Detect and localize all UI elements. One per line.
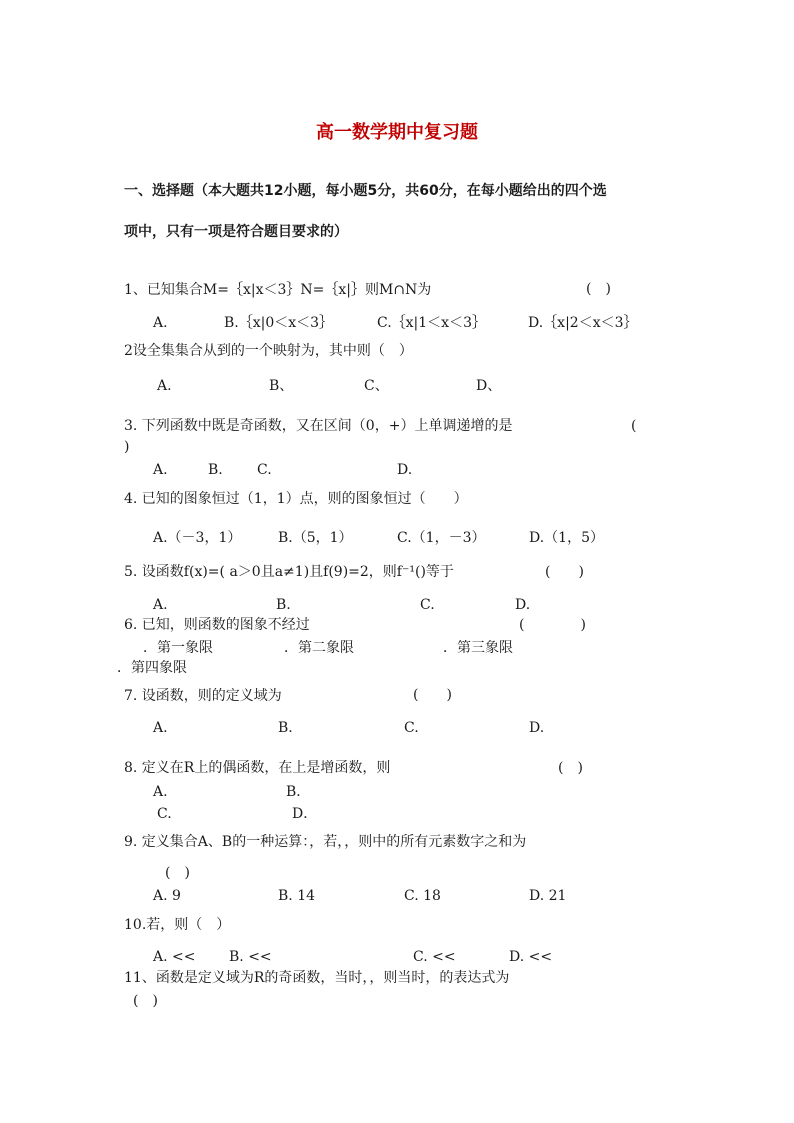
q4-stem: 4. 已知的图象恒过（1，1）点，则的图象恒过（ ）: [124, 491, 468, 507]
q6-bracket: ( ): [519, 617, 586, 633]
q3-bracket-close: ): [124, 439, 130, 455]
q8-bracket: ( ): [558, 760, 583, 776]
q9-option-b: B. 14: [278, 888, 316, 904]
q8-option-b: B．: [286, 784, 311, 800]
q4-option-b: B.（5，1）: [278, 530, 353, 546]
q2-option-b: B、: [269, 378, 294, 394]
q1-option-c: C.｛x|1＜x＜3｝: [377, 315, 486, 331]
q11-stem: 11、函数是定义域为R的奇函数，当时，，则当时，的表达式为: [124, 970, 510, 986]
q3-stem: 3. 下列函数中既是奇函数，又在区间（0，+）上单调递增的是: [124, 418, 513, 434]
q3-option-c: C.: [257, 462, 272, 478]
q10-stem: 10.若，则（ ）: [124, 917, 231, 933]
section-heading-line2: 项中，只有一项是符合题目要求的）: [124, 224, 348, 240]
q4-option-d: D.（1，5）: [529, 530, 604, 546]
q5-option-b: B.: [276, 597, 291, 613]
q9-option-d: D. 21: [529, 888, 567, 904]
q1-bracket: ( ): [586, 281, 611, 297]
q1-option-b: B.｛x|0＜x＜3｝: [224, 315, 334, 331]
q8-option-c: C.: [157, 806, 172, 822]
q8-stem: 8. 定义在R上的偶函数，在上是增函数，则: [124, 760, 391, 776]
q3-option-d: D.: [397, 462, 413, 478]
q5-stem: 5. 设函数f(x)=( a＞0且a≠1)且f(9)=2，则f⁻¹()等于: [124, 564, 454, 580]
q1-option-d: D.｛x|2＜x＜3｝: [528, 315, 638, 331]
q10-option-a: A. <<: [153, 949, 196, 965]
q2-option-a: A.: [157, 378, 172, 394]
q7-option-d: D.: [529, 720, 545, 736]
q6-option-a: ．第一象限: [143, 640, 213, 656]
q11-bracket: ( ): [133, 993, 158, 1009]
q10-option-b: B. <<: [229, 949, 272, 965]
q7-option-b: B.: [278, 720, 293, 736]
section-heading-line1: 一、选择题（本大题共12小题，每小题5分，共60分，在每小题给出的四个选: [124, 183, 607, 199]
q9-bracket: ( ): [165, 865, 190, 881]
q10-option-d: D. <<: [509, 949, 553, 965]
q2-option-d: D、: [476, 378, 502, 394]
q8-option-d: D．: [292, 806, 318, 822]
q9-option-a: A. 9: [153, 888, 181, 904]
q9-option-c: C. 18: [404, 888, 441, 904]
q9-stem: 9. 定义集合A、B的一种运算：，若，，则中的所有元素数字之和为: [124, 834, 527, 850]
q5-option-d: D.: [515, 597, 531, 613]
q5-option-c: C.: [420, 597, 435, 613]
q6-stem: 6. 已知，则函数的图象不经过: [124, 617, 310, 633]
q6-option-d: ．第四象限: [117, 660, 187, 676]
page-title: 高一数学期中复习题: [316, 122, 478, 143]
q2-option-c: C、: [364, 378, 389, 394]
q4-option-a: A.（－3，1）: [153, 530, 242, 546]
q7-bracket: ( ): [413, 687, 452, 703]
q1-stem: 1、已知集合M=｛x|x＜3｝N=｛x|｝则M∩N为: [124, 282, 432, 298]
q4-option-c: C.（1，－3）: [397, 530, 486, 546]
q7-option-c: C.: [404, 720, 419, 736]
q7-option-a: A.: [153, 720, 168, 736]
q6-option-b: ．第二象限: [284, 640, 354, 656]
q2-stem: 2设全集集合从到的一个映射为，其中则（ ）: [124, 343, 413, 359]
q1-option-a: A.: [153, 315, 168, 331]
q3-option-b: B.: [208, 462, 223, 478]
q3-bracket-open: (: [631, 418, 637, 434]
q7-stem: 7. 设函数，则的定义域为: [124, 688, 282, 704]
q5-bracket: ( ): [545, 564, 584, 580]
q5-option-a: A.: [153, 597, 168, 613]
q3-option-a: A.: [153, 462, 168, 478]
q8-option-a: A.: [153, 784, 168, 800]
q10-option-c: C. <<: [413, 949, 456, 965]
q6-option-c: ．第三象限: [443, 640, 513, 656]
